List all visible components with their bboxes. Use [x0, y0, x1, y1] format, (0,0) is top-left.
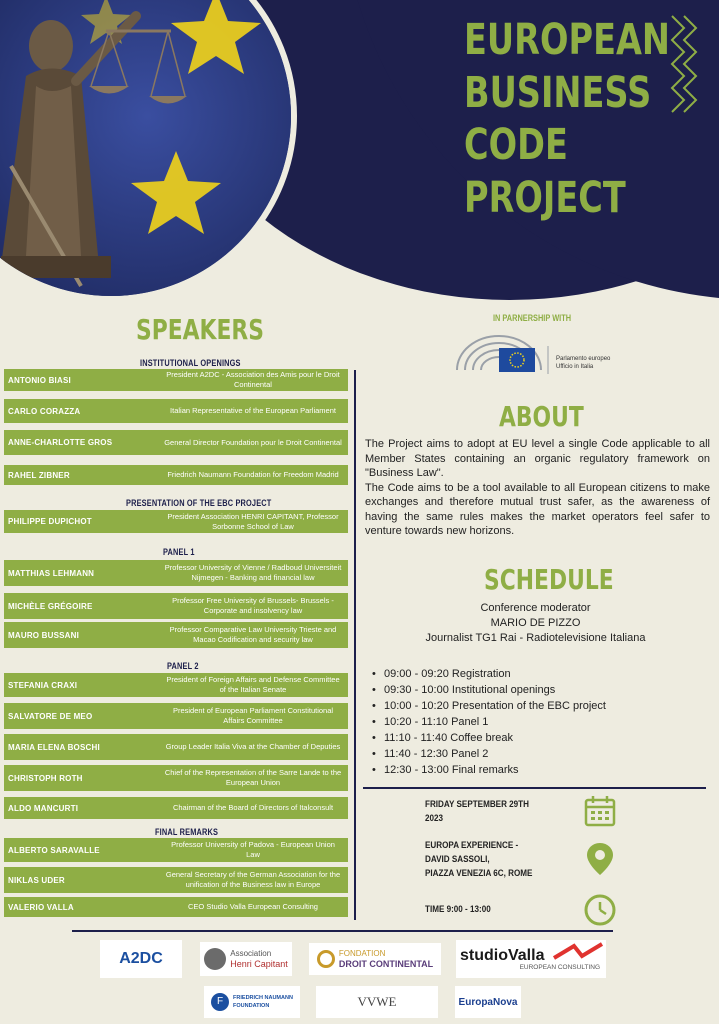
studio-valla-line-2: EUROPEAN CONSULTING: [519, 964, 600, 971]
about-paragraph-1: The Project aims to adopt at EU level a single Code applicable to all Member States containing an organic regulatory framework on "Business Law".: [365, 438, 710, 479]
schedule-item: • 11:10 - 11:40 Coffee break: [372, 730, 606, 746]
speaker-role: Italian Representative of the European Parliament: [170, 406, 336, 415]
moderator-role: Journalist TG1 Rai - Radiotelevisione Italiana: [425, 632, 646, 644]
justice-statue-photo: [0, 0, 297, 302]
speaker-row: [4, 897, 348, 917]
event-venue: [425, 838, 532, 880]
group-label-presentation: PRESENTATION OF THE EBC PROJECT: [126, 498, 272, 508]
fondation-emblem-icon: [317, 950, 335, 968]
speaker-row: [4, 510, 348, 533]
speaker-role: Professor University of Vienne / Radboud Universiteit Nijmegen - Banking and financial law: [164, 563, 342, 582]
speaker-row: [4, 765, 348, 791]
speaker-role: Group Leader Italia Viva at the Chamber of Deputies: [165, 742, 341, 751]
speaker-row: [4, 560, 348, 586]
group-label-panel-1: PANEL 1: [163, 547, 195, 557]
speaker-row: [4, 703, 348, 729]
speaker-name: RAHEL ZIBNER: [8, 470, 70, 480]
vvwe-logo-text: VVWE: [357, 994, 397, 1009]
fondation-line-2: DROIT CONTINENTAL: [338, 959, 434, 969]
speaker-name: ANNE-CHARLOTTE GROS: [8, 438, 113, 447]
moderator-name: MARIO DE PIZZO: [490, 617, 581, 629]
speaker-role: Professor Comparative Law University Trieste and Macao Codification and security law: [169, 625, 337, 644]
speaker-row: [4, 369, 348, 391]
naumann-line-1: FRIEDRICH NAUMANN: [233, 995, 293, 1001]
date-line-1: FRIDAY SEPTEMBER 29TH: [425, 799, 529, 809]
speaker-name: MICHÈLE GRÉGOIRE: [8, 601, 93, 611]
henri-capitant-line-1: Association: [230, 949, 272, 958]
ep-line-1: Parlamento europeo: [556, 356, 611, 362]
partnership-label: IN PARNERSHIP WITH: [493, 313, 572, 323]
vvwe-logo: [316, 986, 438, 1018]
moderator-block: [363, 601, 708, 646]
title-line-2: BUSINESS: [464, 67, 652, 118]
speaker-name: MARIA ELENA BOSCHI: [8, 742, 100, 752]
speaker-row: [4, 430, 348, 455]
speaker-name: MATTHIAS LEHMANN: [8, 568, 95, 578]
schedule-item: • 09:30 - 10:00 Institutional openings: [372, 682, 606, 698]
title-line-3: CODE: [464, 120, 568, 170]
speaker-row: [4, 867, 348, 893]
clock-icon: [583, 893, 617, 927]
location-pin-icon: [586, 842, 614, 876]
about-paragraph-2: The Code aims to be a tool available to all European citizens to make exchanges and therefore mutual trust safer, as the awareness of having the same rules makes the market operators feel safer to venture towards new horizons.: [365, 481, 710, 537]
ep-office-text: [556, 355, 610, 371]
speaker-row: [4, 465, 348, 485]
studio-valla-line-1: studioValla: [460, 947, 545, 964]
studio-valla-swoosh-icon: [552, 942, 604, 964]
henri-capitant-logo: [200, 942, 292, 976]
speaker-role: General Secretary of the German Association for the unification of the Business law in Europe: [165, 870, 341, 889]
henri-capitant-emblem-icon: [204, 948, 226, 970]
speaker-row: [4, 673, 348, 697]
speaker-role: Chairman of the Board of Directors of Italconsult: [172, 803, 334, 812]
europanova-logo-text: EuropaNova: [458, 996, 518, 1008]
speaker-row: [4, 734, 348, 760]
moderator-label: Conference moderator: [480, 602, 591, 614]
speaker-name: CHRISTOPH ROTH: [8, 773, 83, 783]
henri-capitant-line-2: Henri Capitant: [230, 959, 288, 969]
speaker-row: [4, 838, 348, 862]
speaker-role: Friedrich Naumann Foundation for Freedom Madrid: [167, 470, 339, 479]
venue-line-1: EUROPA EXPERIENCE -: [425, 840, 519, 850]
speaker-name: ANTONIO BIASI: [8, 375, 71, 385]
speaker-role: Chief of the Representation of the Sarre Lande to the European Union: [164, 768, 342, 787]
group-label-institutional: INSTITUTIONAL OPENINGS: [140, 358, 241, 368]
about-heading: ABOUT: [499, 400, 584, 433]
about-body: [365, 437, 710, 539]
speaker-name: SALVATORE DE MEO: [8, 711, 93, 721]
a2dc-logo: [100, 940, 182, 978]
speaker-role: General Director Foundation pour le Droit Continental: [164, 437, 342, 447]
speaker-row: [4, 399, 348, 423]
speaker-role: CEO Studio Valla European Consulting: [188, 902, 318, 911]
speaker-role: President of Foreign Affairs and Defense Committee of the Italian Senate: [166, 675, 340, 694]
group-label-panel-2: PANEL 2: [167, 661, 199, 671]
speaker-name: ALDO MANCURTI: [8, 803, 79, 813]
speaker-name: MAURO BUSSANI: [8, 630, 80, 640]
justice-statue-illustration: [0, 0, 291, 296]
speaker-name: NIKLAS UDER: [8, 875, 65, 885]
date-line-2: 2023: [425, 813, 444, 823]
speaker-row: [4, 593, 348, 619]
footer-divider: [72, 930, 613, 932]
speaker-row: [4, 622, 348, 648]
fondation-droit-continental-logo: [309, 943, 441, 975]
naumann-emblem-icon: F: [211, 993, 229, 1011]
speaker-name: VALERIO VALLA: [8, 902, 74, 912]
schedule-divider: [363, 787, 706, 789]
speaker-name: PHILIPPE DUPICHOT: [8, 517, 92, 526]
speakers-heading: SPEAKERS: [136, 313, 264, 346]
event-time: TIME 9:00 - 13:00: [425, 904, 491, 914]
venue-line-3: PIAZZA VENEZIA 6C, ROME: [425, 868, 533, 878]
speaker-role: President Association HENRI CAPITANT, Professor Sorbonne School of Law: [167, 511, 339, 531]
speaker-name: CARLO CORAZZA: [8, 406, 81, 416]
event-title: [464, 14, 671, 224]
speaker-name: STEFANIA CRAXI: [8, 680, 78, 690]
calendar-icon: [583, 794, 617, 828]
naumann-foundation-logo: [204, 986, 300, 1018]
speaker-role: Professor Free University of Brussels- Brussels - Corporate and insolvency law: [172, 596, 334, 615]
europanova-logo: [455, 986, 521, 1018]
schedule-list: [372, 666, 606, 778]
zigzag-decoration-icon: [668, 14, 708, 114]
speaker-name: ALBERTO SARAVALLE: [8, 845, 100, 855]
fondation-line-1: FONDATION: [338, 949, 386, 958]
schedule-item: • 10:20 - 11:10 Panel 1: [372, 714, 606, 730]
group-label-final-remarks: FINAL REMARKS: [155, 827, 219, 837]
naumann-line-2: FOUNDATION: [233, 1003, 270, 1009]
schedule-item: • 10:00 - 10:20 Presentation of the EBC project: [372, 698, 606, 714]
title-line-4: PROJECT: [464, 172, 626, 223]
a2dc-logo-text: A2DC: [119, 950, 163, 967]
speaker-role: President of European Parliament Constitutional Affairs Committee: [172, 706, 334, 725]
ep-line-2: Ufficio in Italia: [556, 364, 594, 370]
schedule-item: • 09:00 - 09:20 Registration: [372, 666, 606, 682]
speaker-role: Professor University of Padova - European Union Law: [171, 840, 335, 859]
event-date: [425, 797, 529, 825]
column-divider: [354, 370, 356, 920]
title-line-1: EUROPEAN: [464, 15, 671, 65]
schedule-item: • 11:40 - 12:30 Panel 2: [372, 746, 606, 762]
venue-line-2: DAVID SASSOLI,: [425, 854, 490, 864]
schedule-heading: SCHEDULE: [484, 563, 614, 596]
speaker-role: President A2DC - Association des Amis pour le Droit Continental: [166, 370, 340, 389]
schedule-item: • 12:30 - 13:00 Final remarks: [372, 762, 606, 778]
speaker-row: [4, 797, 348, 819]
